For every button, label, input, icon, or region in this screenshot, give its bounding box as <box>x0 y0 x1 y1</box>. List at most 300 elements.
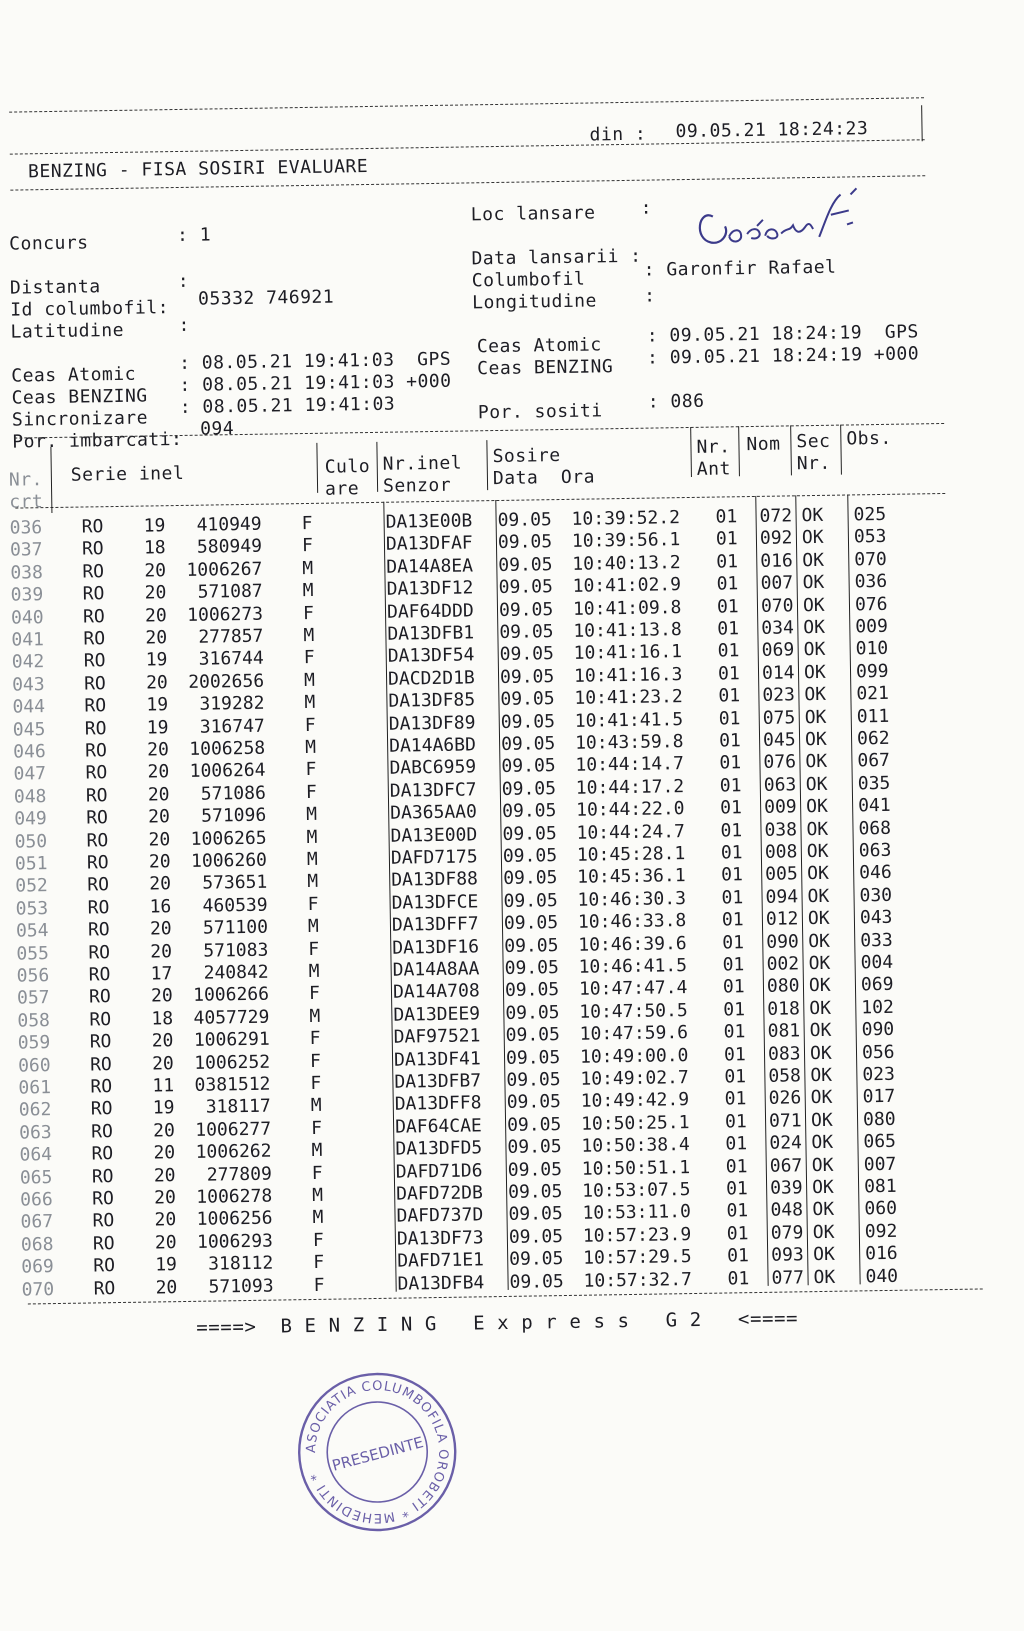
row-time: 10:45:36.1 <box>577 865 686 889</box>
row-nominal: 071 <box>768 1110 802 1132</box>
row-time: 10:53:11.0 <box>582 1201 692 1225</box>
row-country: RO <box>85 762 108 784</box>
row-nominal: 079 <box>770 1222 804 1244</box>
row-obs: 102 <box>861 996 894 1019</box>
row-date: 09.05 <box>508 1203 563 1226</box>
row-nominal: 024 <box>769 1132 803 1154</box>
row-time: 10:39:56.1 <box>571 529 681 553</box>
row-obs: 062 <box>856 727 890 750</box>
row-nominal: 081 <box>767 1020 801 1043</box>
row-year: 20 <box>150 940 173 963</box>
row-obs: 065 <box>863 1131 897 1153</box>
row-security: OK <box>802 549 825 572</box>
row-country: RO <box>88 941 111 964</box>
row-security: OK <box>812 1221 835 1243</box>
row-sex: F <box>311 1162 323 1184</box>
row-time: 10:41:13.8 <box>573 619 682 642</box>
date-label: din : <box>589 123 647 146</box>
row-nominal: 026 <box>768 1087 802 1110</box>
row-sensor: DA13DF41 <box>393 1047 481 1071</box>
row-nominal: 007 <box>760 572 794 595</box>
row-country: RO <box>86 829 109 852</box>
row-nominal: 080 <box>766 975 800 998</box>
row-ring-number: 240842 <box>203 961 269 984</box>
row-nominal: 076 <box>763 751 797 774</box>
row-obs: 009 <box>855 615 889 638</box>
col-sep-obs-head <box>840 425 842 475</box>
svg-text:PRESEDINTE: PRESEDINTE <box>330 1433 426 1475</box>
row-obs: 041 <box>857 795 891 817</box>
row-time: 10:39:52.2 <box>571 507 681 530</box>
row-time: 10:43:59.8 <box>574 731 684 754</box>
row-nr: 041 <box>11 629 45 651</box>
row-nr: 057 <box>16 987 50 1009</box>
row-security: OK <box>801 527 824 549</box>
row-security: OK <box>809 997 832 1019</box>
row-year: 20 <box>148 806 171 828</box>
row-country: RO <box>88 986 111 1008</box>
row-time: 10:47:47.4 <box>578 977 688 1001</box>
row-date: 09.05 <box>498 598 554 621</box>
row-sex: M <box>307 916 319 938</box>
ceas-benzing-value: : 08.05.21 19:41:03 +000 <box>179 370 452 396</box>
row-security: OK <box>813 1266 836 1288</box>
row-security: OK <box>807 908 830 930</box>
row-sensor: DA13DF88 <box>391 868 479 892</box>
header-mid-border <box>10 139 925 154</box>
date-value: 09.05.21 18:24:23 <box>675 118 869 143</box>
row-country: RO <box>86 852 109 874</box>
header-top-border <box>9 97 924 112</box>
header-right-border <box>921 105 923 141</box>
row-nominal: 093 <box>771 1244 804 1266</box>
row-security: OK <box>811 1176 834 1199</box>
row-antenna: 01 <box>724 1066 747 1088</box>
row-time: 10:41:09.8 <box>572 596 682 620</box>
row-country: RO <box>89 1053 112 1076</box>
row-nr: 064 <box>19 1144 53 1166</box>
row-date: 09.05 <box>500 733 556 755</box>
row-sensor: DAFD7175 <box>390 846 478 869</box>
row-country: RO <box>92 1188 115 1210</box>
row-year: 19 <box>146 694 169 716</box>
row-sensor: DA13DF73 <box>396 1227 484 1250</box>
row-antenna: 01 <box>722 931 745 954</box>
row-ring-number: 1006293 <box>196 1230 274 1253</box>
row-date: 09.05 <box>502 822 557 845</box>
row-date: 09.05 <box>508 1225 564 1248</box>
header-nom: Nom <box>746 433 781 456</box>
row-time: 10:47:59.6 <box>579 1022 689 1045</box>
row-nominal: 094 <box>765 886 799 908</box>
row-country: RO <box>88 964 111 986</box>
row-year: 20 <box>148 851 171 873</box>
row-sensor: DAF64CAE <box>394 1115 482 1138</box>
row-date: 09.05 <box>509 1270 564 1293</box>
row-sex: M <box>308 960 320 983</box>
row-nominal: 092 <box>759 527 793 550</box>
row-nominal: 038 <box>764 818 798 841</box>
row-year: 20 <box>144 604 167 627</box>
header-crt: crt <box>9 491 44 513</box>
row-nominal: 018 <box>767 998 800 1020</box>
row-sex: M <box>312 1207 324 1229</box>
row-time: 10:50:38.4 <box>581 1134 690 1157</box>
row-time: 10:41:23.2 <box>574 686 683 710</box>
row-sensor: DAFD71D6 <box>395 1159 483 1183</box>
row-country: RO <box>84 717 107 740</box>
row-ring-number: 1006258 <box>189 737 266 760</box>
row-date: 09.05 <box>504 934 559 957</box>
row-antenna: 01 <box>721 864 744 886</box>
row-nr: 067 <box>20 1211 54 1233</box>
row-nr: 069 <box>21 1256 54 1278</box>
row-date: 09.05 <box>506 1113 562 1136</box>
row-ring-number: 1006273 <box>187 603 264 626</box>
row-date: 09.05 <box>502 800 557 823</box>
row-obs: 080 <box>862 1108 896 1131</box>
row-nominal: 002 <box>766 953 800 975</box>
row-nr: 050 <box>14 830 48 853</box>
row-nr: 065 <box>19 1166 53 1189</box>
row-ring-number: 460539 <box>202 894 268 917</box>
row-date: 09.05 <box>505 1001 560 1024</box>
row-time: 10:49:42.9 <box>580 1089 690 1113</box>
col-sep-culo <box>316 443 318 493</box>
row-year: 20 <box>151 1052 174 1075</box>
row-sensor: DA13E00B <box>385 510 473 533</box>
row-sex: M <box>303 669 316 691</box>
row-antenna: 01 <box>716 573 739 595</box>
col-sep-sosire-head <box>486 440 488 490</box>
row-ring-number: 319282 <box>199 692 265 715</box>
row-nr: 051 <box>14 853 48 875</box>
row-nr: 036 <box>9 517 43 539</box>
row-security: OK <box>808 975 831 997</box>
row-sex: F <box>310 1072 322 1095</box>
document-title: BENZING - FISA SOSIRI EVALUARE <box>27 155 369 183</box>
col-sep-nrinel <box>376 442 378 492</box>
row-sex: M <box>306 848 318 871</box>
row-date: 09.05 <box>499 665 555 688</box>
row-time: 10:57:29.5 <box>583 1246 692 1269</box>
row-nr: 060 <box>17 1054 51 1077</box>
row-sensor: DA14A8EA <box>386 555 474 578</box>
row-ring-number: 571086 <box>200 782 267 805</box>
row-year: 20 <box>155 1276 178 1299</box>
row-ring-number: 1006262 <box>195 1140 272 1164</box>
row-country: RO <box>92 1210 115 1232</box>
row-country: RO <box>90 1076 113 1098</box>
row-date: 09.05 <box>497 531 553 554</box>
row-sex: M <box>302 557 314 579</box>
row-sex: M <box>309 1005 321 1027</box>
row-obs: 070 <box>854 548 887 571</box>
row-sensor: DA13DFCE <box>391 891 479 914</box>
row-nr: 037 <box>9 539 43 562</box>
row-year: 18 <box>151 1007 174 1030</box>
columbofil-label: Columbofil <box>471 268 586 292</box>
row-country: RO <box>91 1165 114 1188</box>
row-security: OK <box>813 1243 836 1266</box>
row-obs: 068 <box>858 817 892 839</box>
row-ring-number: 277809 <box>206 1163 273 1186</box>
row-sex: M <box>306 804 318 826</box>
row-nr: 054 <box>15 920 49 942</box>
row-country: RO <box>85 784 108 807</box>
row-security: OK <box>810 1064 833 1087</box>
row-date: 09.05 <box>505 1046 561 1069</box>
row-obs: 076 <box>854 593 888 615</box>
header-are: are <box>324 478 360 500</box>
row-obs: 099 <box>855 660 889 683</box>
row-security: OK <box>802 572 825 594</box>
row-date: 09.05 <box>503 889 558 912</box>
row-obs: 063 <box>858 839 892 862</box>
header-data-ora: Data Ora <box>492 466 596 490</box>
row-ring-number: 571100 <box>202 916 269 939</box>
row-security: OK <box>809 1020 832 1042</box>
row-date: 09.05 <box>507 1158 563 1181</box>
row-security: OK <box>808 952 831 975</box>
row-date: 09.05 <box>504 957 559 979</box>
ceas-benzing-label: Ceas BENZING <box>11 385 148 409</box>
row-antenna: 01 <box>725 1133 748 1155</box>
row-security: OK <box>811 1131 834 1154</box>
row-obs: 069 <box>860 974 894 996</box>
row-year: 20 <box>147 783 170 806</box>
row-date: 09.05 <box>499 643 555 666</box>
row-time: 10:57:23.9 <box>582 1223 692 1247</box>
row-antenna: 01 <box>715 506 738 528</box>
row-ring-number: 1006256 <box>196 1208 273 1231</box>
row-sensor: DA13DFAF <box>385 532 473 556</box>
row-sensor: DAFD737D <box>396 1204 484 1228</box>
row-obs: 010 <box>855 638 889 660</box>
row-nominal: 069 <box>761 639 795 662</box>
row-antenna: 01 <box>727 1267 750 1290</box>
row-time: 10:41:41.5 <box>574 708 684 732</box>
row-date: 09.05 <box>507 1181 563 1203</box>
col-sep-nom-head <box>738 426 740 476</box>
row-security: OK <box>805 796 828 818</box>
row-date: 09.05 <box>500 710 556 733</box>
row-nr: 042 <box>11 651 45 674</box>
row-sex: M <box>310 1095 322 1117</box>
row-antenna: 01 <box>723 1021 746 1043</box>
row-sensor: DA13DFB1 <box>387 622 475 645</box>
row-nr: 048 <box>13 785 47 808</box>
row-ring-number: 1006264 <box>189 760 266 783</box>
row-sensor: DA13DF16 <box>392 935 480 959</box>
row-nr: 052 <box>15 875 48 898</box>
row-nominal: 063 <box>763 774 797 796</box>
sositi-label: Por. sositi <box>477 400 603 424</box>
row-sensor: DAFD71E1 <box>397 1249 485 1272</box>
columbofil-value: : Garonfir Rafael <box>643 256 837 281</box>
row-date: 09.05 <box>499 621 554 643</box>
row-security: OK <box>807 863 830 885</box>
row-antenna: 01 <box>725 1178 748 1200</box>
row-time: 10:44:17.2 <box>575 775 685 799</box>
row-ring-number: 1006260 <box>190 849 268 872</box>
row-ring-number: 1006277 <box>195 1118 272 1141</box>
right-ceas-benzing-value: : 09.05.21 18:24:19 +000 <box>646 343 920 369</box>
row-nr: 058 <box>17 1009 51 1032</box>
row-ring-number: 573651 <box>202 872 268 895</box>
row-antenna: 01 <box>724 1110 747 1133</box>
row-security: OK <box>803 616 826 639</box>
row-security: OK <box>807 885 830 907</box>
row-date: 09.05 <box>506 1069 561 1091</box>
row-date: 09.05 <box>509 1248 564 1271</box>
concurs-value: : 1 <box>176 224 212 247</box>
row-ring-number: 318112 <box>208 1252 274 1275</box>
row-ring-number: 571096 <box>201 804 267 827</box>
row-time: 10:46:30.3 <box>577 887 687 911</box>
row-security: OK <box>810 1109 833 1131</box>
row-country: RO <box>81 538 104 560</box>
row-sensor: DA13E00D <box>390 823 478 847</box>
header-obs: Obs. <box>846 427 892 450</box>
row-year: 11 <box>152 1075 175 1097</box>
row-sex: M <box>307 871 319 893</box>
row-country: RO <box>89 1031 112 1053</box>
row-ring-number: 571087 <box>197 580 263 603</box>
row-nr: 040 <box>10 606 44 629</box>
row-nominal: 008 <box>764 841 798 863</box>
row-antenna: 01 <box>721 909 744 931</box>
row-sensor: DA14A6BD <box>388 734 476 757</box>
row-nr: 045 <box>12 718 46 741</box>
row-sex: M <box>302 580 314 602</box>
row-sex: F <box>308 938 320 960</box>
row-nominal: 077 <box>771 1266 805 1289</box>
row-time: 10:50:25.1 <box>580 1111 690 1135</box>
row-ring-number: 4057729 <box>193 1006 270 1029</box>
row-country: RO <box>83 672 106 695</box>
row-country: RO <box>87 874 110 896</box>
row-sex: F <box>305 759 317 781</box>
row-antenna: 01 <box>726 1200 749 1222</box>
row-ring-number: 1006266 <box>193 984 270 1007</box>
row-obs: 090 <box>861 1019 895 1041</box>
row-year: 19 <box>155 1254 178 1276</box>
imbarcati-label: Por. imbarcati: <box>12 428 183 453</box>
row-nr: 061 <box>18 1077 52 1099</box>
row-year: 20 <box>147 761 170 783</box>
row-date: 09.05 <box>503 867 558 890</box>
row-nominal: 075 <box>762 706 796 729</box>
row-country: RO <box>90 1098 113 1120</box>
row-year: 19 <box>145 649 168 671</box>
row-obs: 067 <box>857 750 891 772</box>
row-antenna: 01 <box>722 976 745 998</box>
row-sensor: DA13DF89 <box>388 711 476 735</box>
row-sensor: DAF64DDD <box>386 599 474 623</box>
row-nominal: 039 <box>769 1177 803 1199</box>
row-year: 20 <box>147 739 170 761</box>
row-sex: F <box>313 1252 325 1274</box>
row-sex: M <box>306 826 318 848</box>
row-obs: 004 <box>860 951 894 974</box>
distanta-label: Distanta <box>9 276 101 299</box>
row-security: OK <box>808 930 831 952</box>
row-year: 20 <box>144 582 167 604</box>
id-columbofil-value: 05332 746921 <box>197 286 335 310</box>
row-sensor: DACD2D1B <box>387 667 475 690</box>
row-antenna: 01 <box>717 663 740 685</box>
row-obs: 092 <box>864 1220 898 1243</box>
row-antenna: 01 <box>715 528 738 550</box>
row-sensor: DA13DEE9 <box>393 1003 481 1026</box>
row-sensor: DA13DF85 <box>388 689 476 712</box>
row-sensor: DAFD72DB <box>396 1182 484 1205</box>
row-nominal: 012 <box>765 908 799 931</box>
row-security: OK <box>801 504 824 527</box>
row-security: OK <box>809 1042 832 1064</box>
row-nominal: 005 <box>765 863 798 886</box>
row-time: 10:50:51.1 <box>581 1156 691 1180</box>
row-antenna: 01 <box>719 775 742 797</box>
row-nominal: 072 <box>759 505 793 527</box>
row-nominal: 048 <box>770 1199 804 1222</box>
row-antenna: 01 <box>723 998 746 1021</box>
row-security: OK <box>805 751 828 773</box>
row-sex: M <box>304 736 317 759</box>
row-time: 10:46:33.8 <box>577 910 687 933</box>
row-nominal: 009 <box>763 796 797 819</box>
row-sex: M <box>304 692 316 714</box>
row-obs: 021 <box>856 683 890 705</box>
col-sep-ant <box>690 427 692 477</box>
row-nr: 056 <box>16 965 50 987</box>
row-sensor: DA13DFB7 <box>394 1070 482 1093</box>
row-sex: M <box>303 624 315 647</box>
row-antenna: 01 <box>716 551 739 573</box>
row-sensor: DAF97521 <box>393 1025 481 1048</box>
row-obs: 030 <box>859 884 893 907</box>
row-obs: 043 <box>859 907 893 929</box>
row-nr: 039 <box>10 584 44 606</box>
row-country: RO <box>92 1232 115 1255</box>
row-country: RO <box>91 1143 114 1165</box>
row-country: RO <box>82 560 105 583</box>
col-sep-nr <box>50 447 52 513</box>
right-ceas-benzing-label: Ceas BENZING <box>477 356 614 380</box>
row-antenna: 01 <box>720 842 743 864</box>
row-year: 20 <box>145 627 168 649</box>
row-year: 20 <box>154 1187 177 1209</box>
header-senzor: Senzor <box>382 474 452 497</box>
sositi-value: : 086 <box>647 390 705 413</box>
row-sensor: DA365AA0 <box>390 801 478 824</box>
row-year: 20 <box>153 1142 176 1164</box>
svg-text:ASOCIATIA COLUMBOFILA OROBETI: ASOCIATIA COLUMBOFILA OROBETI * MEHEDINTI * <box>304 1378 451 1526</box>
row-antenna: 01 <box>720 819 743 842</box>
row-nr: 062 <box>18 1099 52 1121</box>
header-serie-inel: Serie inel <box>70 462 185 486</box>
row-nominal: 023 <box>762 684 796 707</box>
row-ring-number: 318117 <box>205 1096 271 1119</box>
row-sex: F <box>301 512 313 535</box>
row-nr: 046 <box>13 741 46 763</box>
row-year: 20 <box>154 1231 177 1254</box>
ceas-atomic-label: Ceas Atomic <box>11 363 137 387</box>
row-time: 10:44:24.7 <box>576 820 686 844</box>
row-sex: F <box>308 983 321 1005</box>
row-sensor: DA13DFF8 <box>394 1092 482 1116</box>
